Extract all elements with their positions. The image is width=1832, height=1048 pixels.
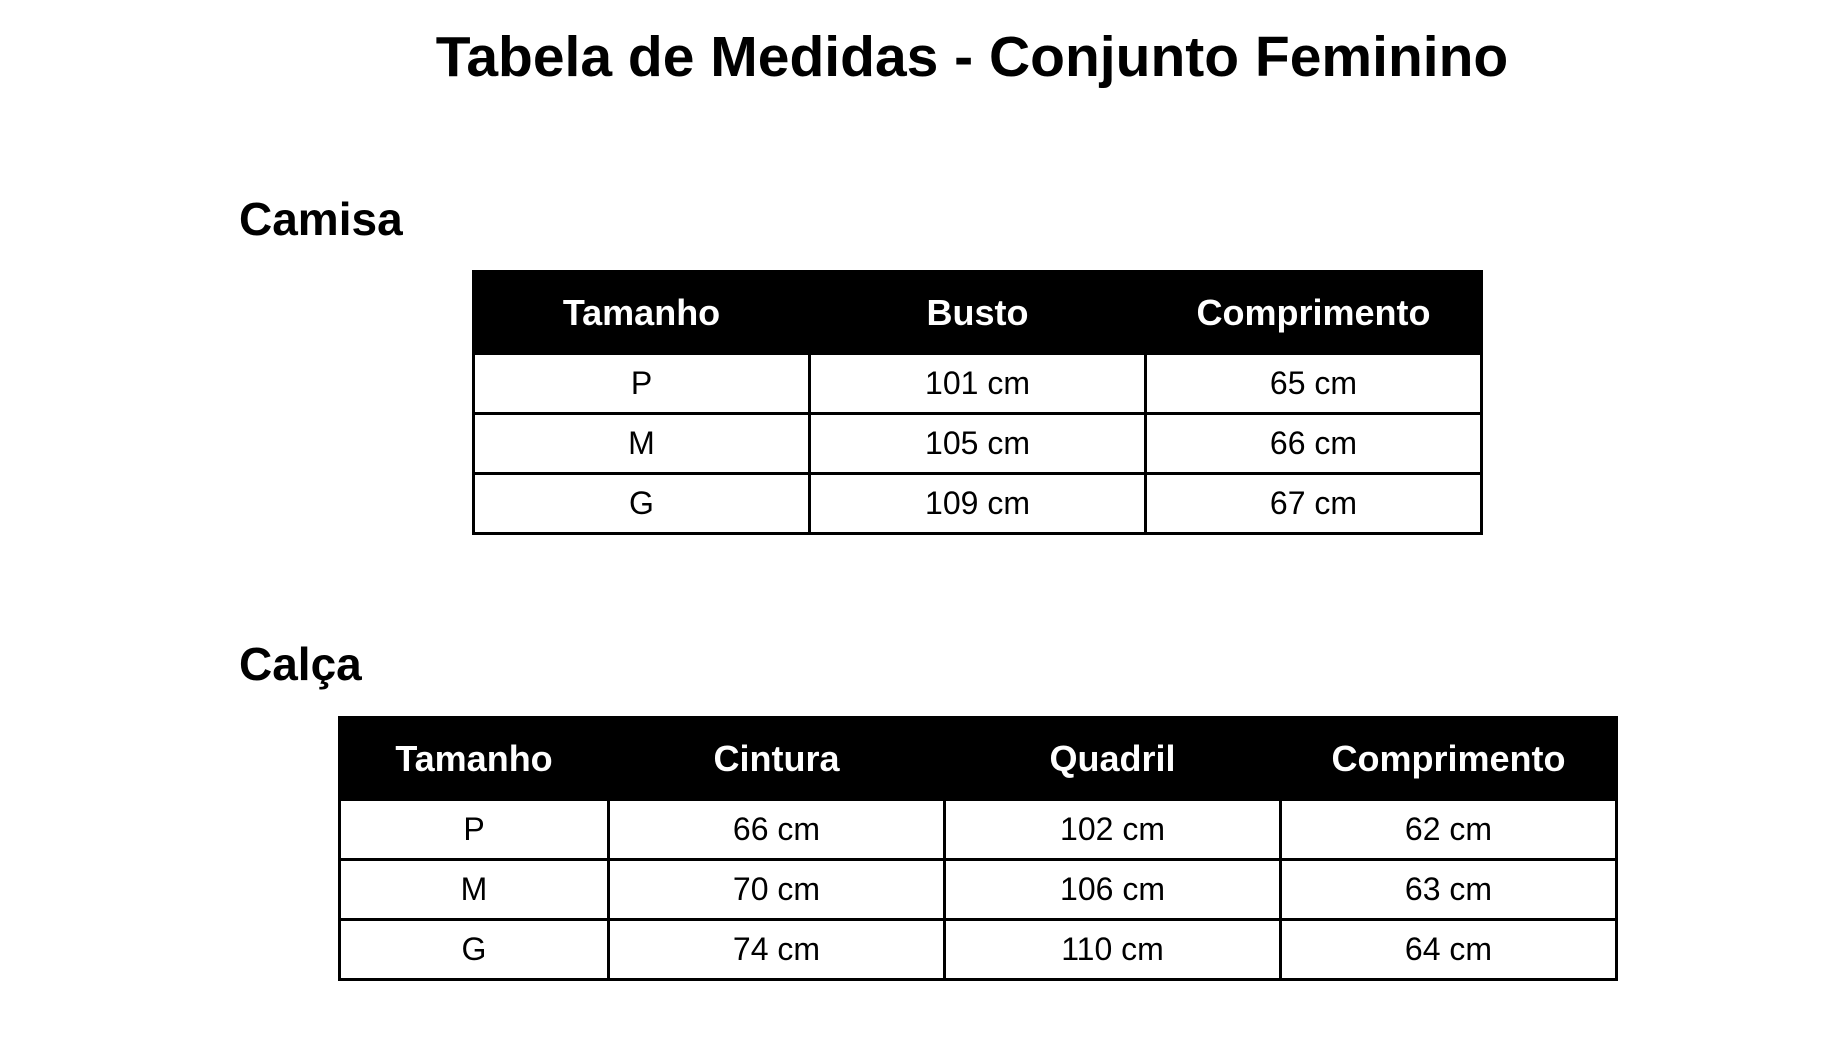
table-cell: P xyxy=(474,354,810,414)
column-header-tamanho: Tamanho xyxy=(340,718,609,800)
table-header-row xyxy=(474,272,1482,354)
table-cell: 63 cm xyxy=(1281,860,1617,920)
table-cell: 66 cm xyxy=(609,800,945,860)
table-cell: 67 cm xyxy=(1146,474,1482,534)
column-header-tamanho: Tamanho xyxy=(474,272,810,354)
table-cell: 65 cm xyxy=(1146,354,1482,414)
table-cell: 105 cm xyxy=(810,414,1146,474)
table-cell: 70 cm xyxy=(609,860,945,920)
camisa-section-title: Camisa xyxy=(239,193,403,245)
table-row xyxy=(340,860,1617,920)
table-cell: 109 cm xyxy=(810,474,1146,534)
table-row xyxy=(474,354,1482,414)
table-cell: G xyxy=(340,920,609,980)
table-row xyxy=(340,920,1617,980)
table-cell: G xyxy=(474,474,810,534)
table-row xyxy=(474,474,1482,534)
column-header-comprimento: Comprimento xyxy=(1281,718,1617,800)
table-cell: 62 cm xyxy=(1281,800,1617,860)
table-row xyxy=(340,800,1617,860)
table-cell: 106 cm xyxy=(945,860,1281,920)
table-header-row xyxy=(340,718,1617,800)
table-cell: 66 cm xyxy=(1146,414,1482,474)
table-cell: 64 cm xyxy=(1281,920,1617,980)
column-header-busto: Busto xyxy=(810,272,1146,354)
column-header-quadril: Quadril xyxy=(945,718,1281,800)
table-cell: 110 cm xyxy=(945,920,1281,980)
table-cell: M xyxy=(474,414,810,474)
table-row xyxy=(474,414,1482,474)
table-cell: 102 cm xyxy=(945,800,1281,860)
table-cell: 74 cm xyxy=(609,920,945,980)
table-cell: P xyxy=(340,800,609,860)
table-cell: M xyxy=(340,860,609,920)
camisa-size-table xyxy=(472,270,1483,535)
page-title: Tabela de Medidas - Conjunto Feminino xyxy=(435,25,1509,89)
table-cell: 101 cm xyxy=(810,354,1146,414)
column-header-comprimento: Comprimento xyxy=(1146,272,1482,354)
column-header-cintura: Cintura xyxy=(609,718,945,800)
calca-size-table xyxy=(338,716,1618,981)
calca-section-title: Calça xyxy=(239,638,362,690)
